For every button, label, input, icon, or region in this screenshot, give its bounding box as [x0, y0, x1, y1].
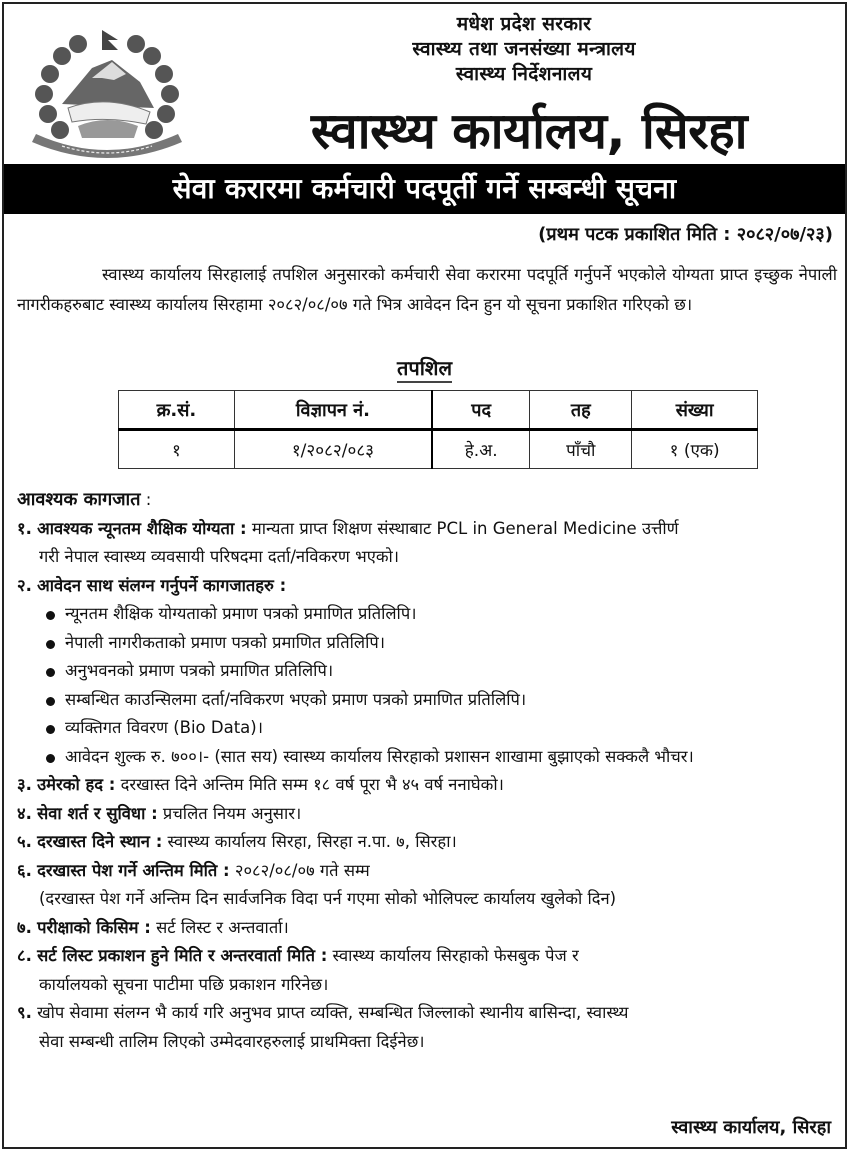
requirements-section — [17, 486, 839, 1056]
publish-date: (प्रथम पटक प्रकाशित मिति : २०८२/०७/२३) — [538, 224, 833, 245]
table-row — [119, 430, 758, 469]
documents-list — [17, 600, 839, 771]
ministry-name: स्वास्थ्य तथा जनसंख्या मन्त्रालय — [412, 38, 636, 60]
list-item: व्यक्तिगत विवरण (Bio Data)। — [43, 714, 839, 743]
col-post: पद — [432, 391, 530, 430]
cell-serial: १ — [119, 430, 235, 469]
list-item: नेपाली नागरीकताको प्रमाण पत्रको प्रमाणित प्रतिलिपि। — [43, 629, 839, 658]
requirement-item-8: ८. सर्ट लिस्ट प्रकाशन हुने मिति र अन्तरवार्ता मिति : स्वास्थ्य कार्यालय सिरहाको फेसबुक पेज र कार्यालयको सूचना पाटीमा पछि प्रकाशन गरिनेछ। — [17, 946, 579, 994]
nepal-government-emblem-icon — [22, 16, 192, 161]
details-heading-text: तपशिल — [397, 356, 452, 383]
notice-title-band: सेवा करारमा कर्मचारी पदपूर्ती गर्ने सम्बन्धी सूचना — [4, 164, 845, 214]
directorate-name: स्वास्थ्य निर्देशनालय — [455, 63, 593, 85]
details-heading — [4, 354, 845, 382]
requirement-item-1: १. आवश्यक न्यूनतम शैक्षिक योग्यता : मान्यता प्राप्त शिक्षण संस्थाबाट PCL in General Medicine उत्तीर्ण गरी नेपाल स्वास्थ्य व्यवसायी परिषदमा दर्ता/नविकरण भएको। — [17, 518, 679, 566]
requirement-item-9: ९. खोप सेवामा संलग्न भै कार्य गरि अनुभव प्राप्त व्यक्ति, सम्बन्धित जिल्लाको स्थानीय बासिन्दा, स्वास्थ्य सेवा सम्बन्धी तालिम लिएको उम्मेदवारहरुलाई प्राथमिक्ता दिईनेछ। — [17, 1003, 629, 1051]
signature-office: स्वास्थ्य कार्यालय, सिरहा — [671, 1117, 831, 1138]
list-item: आवेदन शुल्क रु. ७००।- (सात सय) स्वास्थ्य कार्यालय सिरहाको प्रशासन शाखामा बुझाएको सक्कलै भौचर। — [43, 743, 839, 772]
cell-advert-no: १/२०८२/०८३ — [234, 430, 432, 469]
letterhead — [4, 4, 845, 164]
province-government: मधेश प्रदेश सरकार — [456, 13, 592, 35]
cell-level: पाँचौ — [530, 430, 632, 469]
col-advert-no: विज्ञापन नं. — [234, 391, 432, 430]
requirements-title: आवश्यक कागजात : — [17, 489, 152, 510]
office-title: स्वास्थ्य कार्यालय, सिरहा — [310, 102, 748, 160]
col-count: संख्या — [632, 391, 758, 430]
intro-text: स्वास्थ्य कार्यालय सिरहालाई तपशिल अनुसारको कर्मचारी सेवा करारमा पदपूर्ति गर्नुपर्ने भएकोले योग्यता प्राप्त इच्छुक नेपाली नागरीकहरुबाट स्वास्थ्य कार्यालय सिरहामा २०८२/०८/०७ गते भित्र आवेदन दिन हुन यो सूचना प्रकाशित गरिएको छ। — [17, 265, 837, 314]
requirement-item-5: ५. दरखास्त दिने स्थान : स्वास्थ्य कार्यालय सिरहा, सिरहा न.पा. ७, सिरहा। — [17, 832, 457, 851]
col-level: तह — [530, 391, 632, 430]
requirement-item-2: २. आवेदन साथ संलग्न गर्नुपर्ने कागजातहरु : न्यूनतम शैक्षिक योग्यताको प्रमाण पत्रको प्रमाणित प्रतिलिपि। नेपाली नागरीकताको प्रमाण पत्रको प्रमाणित प्रतिलिपि। अनुभवनको प्रमाण पत्रको प्रमाणित प्रतिलिपि। सम्बन्धित काउन्सिलमा दर्ता/नविकरण भएको प्रमाण पत्रको प्रमाणित प्रतिलिपि। व्यक्तिगत विवरण (Bio Data)। आवेदन शुल्क रु. ७००।- (सात सय) स्वास्थ्य कार्यालय सिरहाको प्रशासन शाखामा बुझाएको सक्कलै भौचर। — [17, 572, 839, 772]
requirement-item-3: ३. उमेरको हद : दरखास्त दिने अन्तिम मिति सम्म १८ वर्ष पूरा भै ४५ वर्ष ननाघेको। — [17, 775, 504, 794]
requirement-item-4: ४. सेवा शर्त र सुविधा : प्रचलित नियम अनुसार। — [17, 803, 302, 823]
cell-post: हे.अ. — [432, 430, 530, 469]
list-item: न्यूनतम शैक्षिक योग्यताको प्रमाण पत्रको प्रमाणित प्रतिलिपि। — [43, 600, 839, 629]
list-item: सम्बन्धित काउन्सिलमा दर्ता/नविकरण भएको प्रमाण पत्रको प्रमाणित प्रतिलिपि। — [43, 686, 839, 715]
table-header-row — [119, 391, 758, 430]
cell-count: १ (एक) — [632, 430, 758, 469]
ministry-header — [314, 12, 734, 87]
requirement-item-7: ७. परीक्षाको किसिम : सर्ट लिस्ट र अन्तवार्ता। — [17, 917, 289, 937]
intro-paragraph — [17, 260, 837, 320]
col-serial: क्र.सं. — [119, 391, 235, 430]
vacancy-table — [118, 390, 758, 469]
list-item: अनुभवनको प्रमाण पत्रको प्रमाणित प्रतिलिपि। — [43, 657, 839, 686]
notice-page — [2, 2, 847, 1149]
requirement-item-6: ६. दरखास्त पेश गर्ने अन्तिम मिति : २०८२/०८/०७ गते सम्म (दरखास्त पेश गर्ने अन्तिम दिन सार्वजनिक विदा पर्न गएमा सोको भोलिपल्ट कार्यालय खुलेको दिन) — [17, 860, 617, 908]
